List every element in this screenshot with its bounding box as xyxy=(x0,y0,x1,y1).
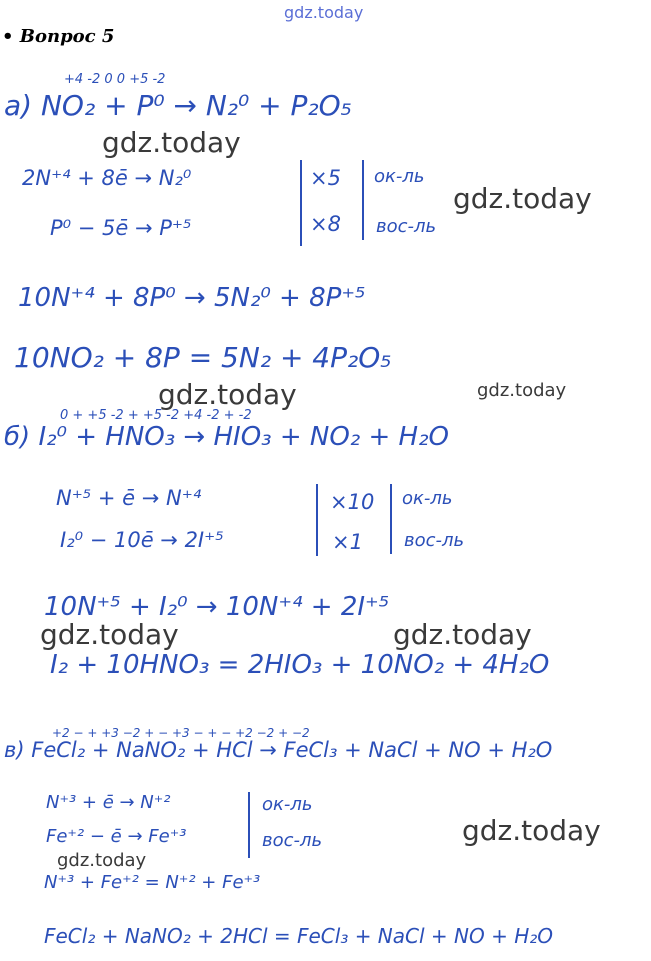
half-reaction-c1: N⁺³ + ē → N⁺² xyxy=(46,792,171,813)
oxidation-states-b: 0 + +5 -2 + +5 -2 +4 -2 + -2 xyxy=(60,408,252,423)
divider-line xyxy=(362,160,364,240)
watermark: gdz.today xyxy=(158,378,297,411)
divider-line xyxy=(248,792,250,858)
half-reaction-b1: N⁺⁵ + ē → N⁺⁴ xyxy=(56,486,202,510)
watermark-top: gdz.today xyxy=(284,3,364,22)
divider-line xyxy=(300,160,302,246)
equation-a: а) NO₂ + P⁰ → N₂⁰ + P₂O₅ xyxy=(4,89,352,122)
oxidation-states-c: +2 − + +3 −2 + − +3 − + − +2 −2 + −2 xyxy=(52,726,310,740)
final-equation-a: 10NO₂ + 8P = 5N₂ + 4P₂O₅ xyxy=(14,341,392,374)
watermark: gdz.today xyxy=(40,618,179,651)
watermark: gdz.today xyxy=(393,618,532,651)
role-c1: ок-ль xyxy=(262,794,313,815)
watermark: gdz.today xyxy=(57,850,147,871)
oxidation-states-a: +4 -2 0 0 +5 -2 xyxy=(64,72,166,87)
sum-ionic-c: N⁺³ + Fe⁺² = N⁺² + Fe⁺³ xyxy=(44,872,261,893)
multiplier-b2: ×1 xyxy=(332,530,363,554)
role-b2: вос-ль xyxy=(404,530,465,551)
role-a2: вос-ль xyxy=(376,216,437,237)
half-reaction-a1: 2N⁺⁴ + 8ē → N₂⁰ xyxy=(22,166,192,190)
equation-b: б) I₂⁰ + HNO₃ → HIO₃ + NO₂ + H₂O xyxy=(4,422,449,452)
multiplier-a2: ×8 xyxy=(310,212,341,236)
multiplier-b1: ×10 xyxy=(330,490,375,514)
final-equation-c: FeCl₂ + NaNO₂ + 2HCl = FeCl₃ + NaCl + NO + H₂O xyxy=(44,924,553,948)
watermark: gdz.today xyxy=(453,182,592,215)
question-title: • Вопрос 5 xyxy=(2,26,115,47)
half-reaction-c2: Fe⁺² − ē → Fe⁺³ xyxy=(46,826,187,847)
equation-c: в) FeCl₂ + NaNO₂ + HCl → FeCl₃ + NaCl + NO + H₂O xyxy=(4,738,553,762)
watermark: gdz.today xyxy=(477,380,567,401)
role-b1: ок-ль xyxy=(402,488,453,509)
half-reaction-a2: P⁰ − 5ē → P⁺⁵ xyxy=(50,216,192,240)
role-a1: ок-ль xyxy=(374,166,425,187)
final-equation-b: I₂ + 10HNO₃ = 2HIO₃ + 10NO₂ + 4H₂O xyxy=(50,650,550,680)
watermark: gdz.today xyxy=(462,814,601,847)
sum-ionic-a: 10N⁺⁴ + 8P⁰ → 5N₂⁰ + 8P⁺⁵ xyxy=(18,283,366,313)
divider-line xyxy=(390,484,392,554)
divider-line xyxy=(316,484,318,556)
half-reaction-b2: I₂⁰ − 10ē → 2I⁺⁵ xyxy=(60,528,224,552)
sum-ionic-b: 10N⁺⁵ + I₂⁰ → 10N⁺⁴ + 2I⁺⁵ xyxy=(44,592,390,622)
watermark: gdz.today xyxy=(102,126,241,159)
role-c2: вос-ль xyxy=(262,830,323,851)
multiplier-a1: ×5 xyxy=(310,166,341,190)
